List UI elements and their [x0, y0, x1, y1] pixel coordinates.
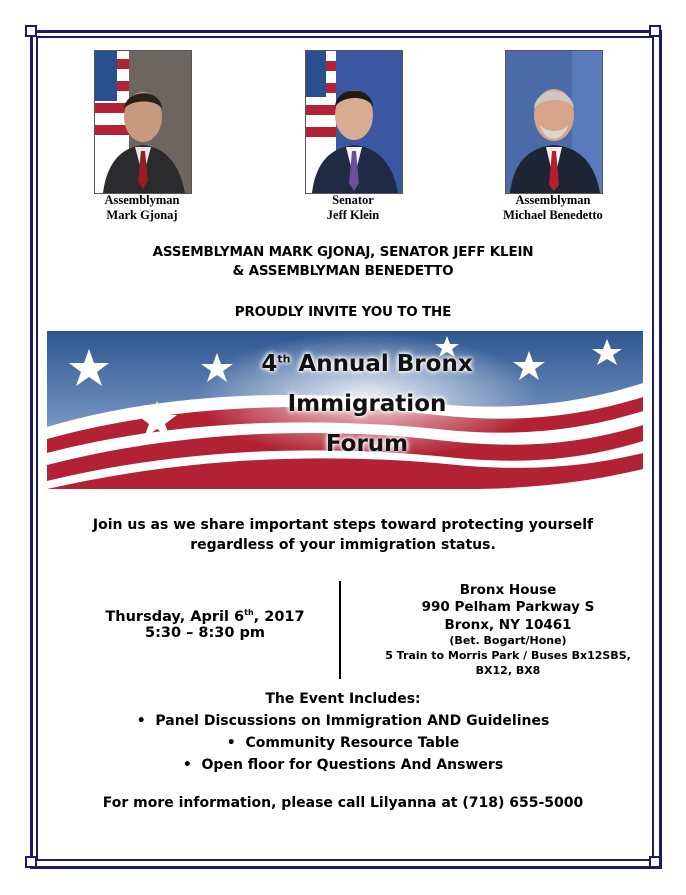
border-corner [25, 856, 37, 868]
banner-title-line-3: Forum [325, 431, 409, 457]
border-corner [649, 856, 661, 868]
vertical-divider [339, 581, 341, 679]
venue-city: Bronx, NY 10461 [444, 617, 572, 633]
banner-title-line-2: Immigration [287, 391, 447, 417]
portrait-photo-benedetto [505, 50, 603, 194]
portrait-caption-gjonaj [67, 193, 217, 223]
includes-heading: The Event Includes: [265, 691, 421, 707]
portrait-caption-klein [278, 193, 428, 223]
venue-street: 990 Pelham Parkway S [421, 599, 595, 615]
list-item-text: Panel Discussions on Immigration AND Guidelines [155, 713, 550, 729]
event-day-suffix: th [244, 608, 254, 617]
intro-line-1: Join us as we share important steps toward protecting yourself [92, 517, 594, 533]
caption-title: Senator [332, 193, 374, 207]
ordinal-suffix: th [277, 352, 291, 366]
hosts-line-1: ASSEMBLYMAN MARK GJONAJ, SENATOR JEFF KLEIN [152, 244, 534, 260]
intro-line-2: regardless of your immigration status. [190, 537, 496, 553]
venue-name: Bronx House [459, 582, 557, 598]
list-item: • Community Resource Table [226, 735, 460, 751]
invite-line: PROUDLY INVITE YOU TO THE [234, 304, 452, 320]
banner-title-rest: Annual Bronx [290, 351, 473, 377]
caption-title: Assemblyman [515, 193, 591, 207]
venue-transit-line-1: 5 Train to Morris Park / Buses Bx12SBS, [385, 649, 631, 662]
hosts-line-2: & ASSEMBLYMAN BENEDETTO [232, 263, 454, 279]
event-time: 5:30 – 8:30 pm [144, 625, 265, 641]
list-item: • Open floor for Questions And Answers [182, 757, 504, 773]
event-year: , 2017 [253, 608, 305, 625]
border-corner [649, 25, 661, 37]
portrait-photo-gjonaj [94, 50, 192, 194]
ordinal-number: 4 [261, 351, 278, 377]
venue-cross-streets: (Bet. Bogart/Hone) [449, 634, 567, 647]
intro-text [80, 515, 606, 555]
portrait-caption-benedetto [478, 193, 628, 223]
list-item: • Panel Discussions on Immigration AND Guidelines [136, 713, 550, 729]
caption-name: Mark Gjonaj [106, 208, 178, 222]
list-item-text: Community Resource Table [245, 735, 460, 751]
caption-title: Assemblyman [104, 193, 180, 207]
banner-title-line-1 [197, 351, 537, 377]
portrait-photo-klein [305, 50, 403, 194]
border-corner [25, 25, 37, 37]
venue-transit-line-2: BX12, BX8 [475, 664, 541, 677]
event-day: Thursday, April 6 [105, 608, 245, 625]
flag-banner [47, 331, 643, 489]
contact-info: For more information, please call Lilyanna at (718) 655-5000 [102, 795, 584, 811]
caption-name: Michael Benedetto [503, 208, 603, 222]
caption-name: Jeff Klein [326, 208, 380, 222]
list-item-text: Open floor for Questions And Answers [201, 757, 504, 773]
